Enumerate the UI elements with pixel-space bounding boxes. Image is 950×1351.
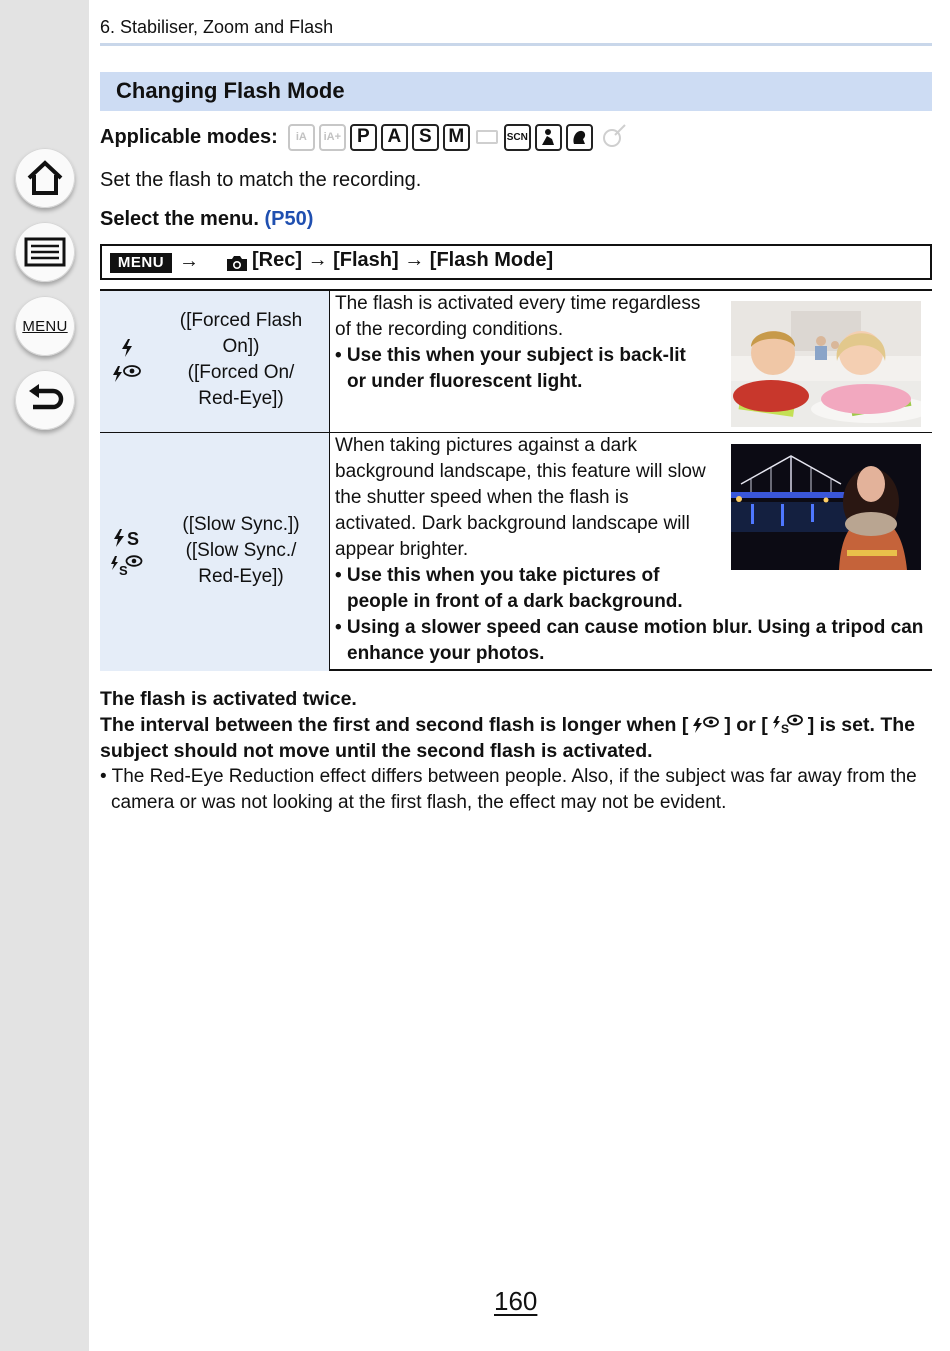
children-drawing-photo xyxy=(731,301,921,427)
slow-sync-redeye-icon xyxy=(772,714,804,734)
mode-icons xyxy=(110,528,144,582)
mode-cell xyxy=(100,291,330,432)
mode-custom-2-icon xyxy=(566,124,593,151)
night-portrait-photo xyxy=(731,444,921,570)
page-reference-link[interactable]: (P50) xyxy=(264,208,314,230)
description-text: When taking pictures against a dark background landscape, this feature will slow the shutter speed when the flash is activated. Dark background landscape will appear brighter. xyxy=(335,435,706,560)
slow-sync-redeye-icon xyxy=(110,554,144,576)
header-divider xyxy=(100,43,932,46)
note-bullet: • The Red-Eye Reduction effect differs between people. Also, if the subject was far away from the camera or was not looking at the first flash, the effect may not be evident. xyxy=(100,766,917,813)
menu-path-box xyxy=(100,244,932,280)
svg-text:S: S xyxy=(127,529,140,548)
select-menu-line xyxy=(100,208,313,231)
mode-names xyxy=(158,512,324,590)
nav-strip xyxy=(0,0,89,1351)
table-row xyxy=(100,291,932,433)
mode-ia-plus-icon: iA+ xyxy=(319,124,346,151)
flash-mode-table xyxy=(100,289,932,671)
description-text: The flash is activated every time regardless of the recording conditions. xyxy=(335,293,701,340)
mode-cell xyxy=(100,433,330,671)
mode-scn-icon: SCN xyxy=(504,124,531,151)
mode-a-icon: A xyxy=(381,124,408,151)
svg-text:S: S xyxy=(119,563,128,576)
section-header xyxy=(100,72,932,111)
list-icon xyxy=(24,237,66,267)
mode-custom-1-icon xyxy=(535,124,562,151)
mode-name-line: ([Slow Sync.]) xyxy=(182,514,300,535)
return-arrow-icon xyxy=(25,383,65,417)
mode-s-icon: S xyxy=(412,124,439,151)
note-text: ] or [ xyxy=(724,714,768,736)
mode-name-line: On]) xyxy=(222,336,260,357)
chapter-title: 6. Stabiliser, Zoom and Flash xyxy=(100,17,334,37)
menu-label: MENU xyxy=(22,317,68,335)
mode-creative-control-icon xyxy=(601,123,627,152)
back-button[interactable] xyxy=(15,370,75,430)
intro-text: Set the flash to match the recording. xyxy=(100,169,422,191)
mode-m-icon: M xyxy=(443,124,470,151)
home-button[interactable] xyxy=(15,148,75,208)
select-menu-text: Select the menu. xyxy=(100,208,259,230)
applicable-modes xyxy=(100,122,627,152)
mode-name-line: Red-Eye]) xyxy=(198,388,284,409)
mode-ia-icon: iA xyxy=(288,124,315,151)
section-title: Changing Flash Mode xyxy=(116,78,345,103)
menu-route: [Rec] → [Flash] → [Flash Mode] xyxy=(252,249,554,271)
home-icon xyxy=(25,159,65,197)
mode-names xyxy=(158,308,324,412)
page-number: 160 xyxy=(494,1286,538,1316)
slow-sync-icon xyxy=(113,528,141,548)
flash-redeye-icon xyxy=(692,716,720,734)
note-interval xyxy=(100,712,932,764)
mode-name-line: ([Slow Sync./ xyxy=(185,540,297,561)
notes xyxy=(100,686,932,816)
mode-creative-video-icon xyxy=(476,130,498,144)
menu-arrow: → xyxy=(179,250,199,272)
bullet-text: • Use this when your subject is back-lit or under fluorescent light. xyxy=(335,345,686,392)
flash-redeye-icon xyxy=(112,364,142,384)
bullet-text: • Use this when you take pictures of people in front of a dark background. xyxy=(335,565,683,612)
mode-name-line: ([Forced On/ xyxy=(187,362,295,383)
mode-name-line: Red-Eye]) xyxy=(198,566,284,587)
bullet-text: • Using a slower speed can cause motion blur. Using a tripod can enhance your photos. xyxy=(335,617,924,664)
flash-on-icon xyxy=(120,338,134,358)
menu-badge: MENU xyxy=(110,253,172,273)
table-row xyxy=(100,433,932,671)
svg-text:S: S xyxy=(780,722,789,734)
contents-button[interactable] xyxy=(15,222,75,282)
note-heading: The flash is activated twice. xyxy=(100,688,357,710)
note-text: The interval between the first and second flash is longer when [ xyxy=(100,714,689,736)
mode-icons xyxy=(110,338,144,390)
menu-button[interactable] xyxy=(15,296,75,356)
modes-label: Applicable modes: xyxy=(100,125,278,148)
camera-icon xyxy=(226,255,248,272)
note-text: ] is set. The subject should not move until the second flash is activated. xyxy=(100,714,915,762)
mode-p-icon: P xyxy=(350,124,377,151)
mode-name-line: ([Forced Flash xyxy=(179,310,303,331)
